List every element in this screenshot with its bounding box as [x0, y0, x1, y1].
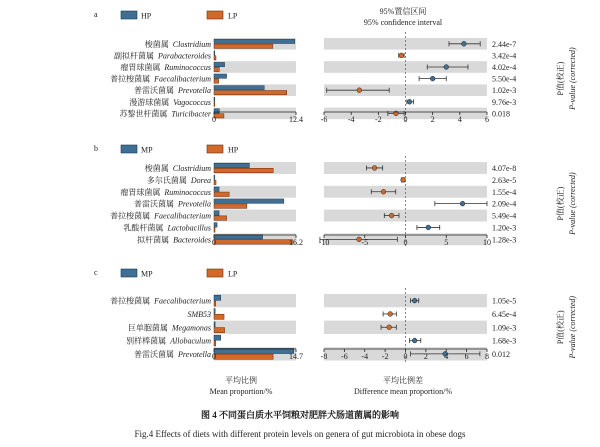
diff-tick-label: 10: [483, 238, 491, 247]
diff-point: [462, 41, 467, 46]
bar-hp: [214, 74, 227, 78]
panel-a: [94, 6, 577, 124]
pvalue: 1.28e-3: [492, 235, 517, 245]
bar-lp: [214, 328, 225, 333]
mean-axis-label-en: Mean proportion/%: [209, 387, 273, 396]
bar-hp: [214, 39, 295, 43]
category-label-cn: 梭菌属: [144, 163, 169, 173]
row-band-bar: [214, 294, 296, 307]
panel-letter: c: [94, 268, 98, 277]
diff-tick-label: 0: [403, 115, 408, 124]
bar-hp: [214, 240, 292, 244]
panels: [94, 6, 577, 363]
bar-lp: [214, 44, 273, 48]
diff-point: [381, 189, 386, 194]
category-label-cn: 普拉梭菌属: [110, 74, 151, 84]
legend-label-1: MP: [141, 145, 153, 155]
category-label-cn: 梭菌属: [144, 39, 169, 49]
legend-label-2: HP: [228, 145, 239, 155]
ci-title-cn: 95%置信区间: [379, 7, 427, 16]
bar-hp: [214, 180, 216, 184]
bar-hp: [214, 97, 215, 101]
bar-lp: [214, 341, 216, 346]
category-label-en: Vagococcus: [173, 97, 211, 107]
diff-point: [426, 225, 431, 230]
category-label-cn: 多尔氏菌属: [146, 175, 187, 185]
bar-tick-label: 0: [212, 352, 216, 361]
bar-tick-label: 12.4: [289, 115, 303, 124]
pvalue: 4.02e-4: [492, 63, 517, 72]
bar-hp: [214, 86, 264, 90]
category-label-en: Clostridium: [172, 163, 211, 173]
bar-hp: [214, 192, 229, 196]
pvalue: 1.55e-4: [492, 187, 517, 197]
diff-point: [372, 166, 377, 171]
category-label-en: Turicibacter: [171, 109, 211, 119]
legend-swatch-1: [121, 269, 137, 277]
diff-tick-label: 5: [444, 238, 449, 247]
diff-point: [407, 99, 412, 104]
category-label-cn: 瘤胃球菌属: [120, 63, 161, 72]
panel-c: [94, 268, 577, 363]
bar-lp: [214, 56, 216, 60]
row-band-diff: [324, 321, 487, 334]
legend-label-1: HP: [141, 11, 152, 21]
panel-letter: b: [94, 144, 98, 153]
pvalue-axis-title-cn: P值(校正): [556, 61, 565, 96]
category-label-cn: 苏黎世杆菌属: [119, 109, 168, 119]
category-label-en: Faecalibacterium: [154, 74, 211, 84]
category-label-en: Ruminococcus: [164, 63, 211, 72]
bar-tick-label: 0: [212, 238, 216, 247]
bar-lp: [214, 314, 224, 319]
diff-tick-label: 6: [464, 352, 469, 361]
diff-point: [444, 65, 449, 70]
diff-point: [389, 213, 394, 218]
pvalue-axis-title-cn: P值(校正): [556, 186, 565, 221]
diff-tick-label: -6: [341, 352, 348, 361]
diff-point: [357, 88, 362, 93]
bar-hp: [214, 204, 247, 208]
legend-swatch-1: [121, 11, 137, 19]
pvalue-axis-title-en: P-value (corrected): [568, 172, 577, 235]
bar-hp: [214, 109, 219, 113]
legend-label-1: MP: [141, 269, 153, 279]
category-label-en: SMB53: [187, 309, 211, 319]
category-label-cn: 瘤胃球菌属: [120, 187, 161, 197]
category-label-en: Lactobacillus: [167, 223, 211, 233]
diff-tick-label: -6: [320, 115, 328, 124]
row-band-bar: [214, 61, 296, 73]
category-label-en: Megamonas: [171, 323, 211, 333]
bar-lp: [214, 354, 273, 359]
pvalue-axis-title-en: P-value (corrected): [568, 295, 577, 359]
diff-point: [460, 201, 465, 206]
pvalue: 1.20e-3: [492, 223, 517, 233]
category-label-cn: 别样棒菌属: [126, 336, 167, 346]
pvalue: 2.63e-5: [492, 175, 517, 185]
pvalue: 5.50e-4: [492, 74, 517, 84]
category-label-cn: 漫游球菌属: [129, 97, 170, 107]
category-label-cn: 普拉梭菌属: [110, 296, 151, 306]
bar-lp: [214, 79, 219, 83]
pvalue: 2.44e-7: [492, 39, 517, 49]
legend-swatch-1: [121, 145, 137, 153]
category-label-en: Prevotella: [177, 199, 211, 209]
pvalue: 3.42e-4: [492, 51, 517, 61]
pvalue: 0.018: [492, 109, 510, 119]
category-label-cn: 副拟杆菌属: [113, 51, 154, 61]
bar-hp: [214, 168, 273, 172]
pvalue-axis-title: [555, 296, 577, 360]
category-label-en: Ruminococcus: [164, 187, 211, 197]
bar-lp: [214, 301, 216, 306]
panel-letter: a: [94, 10, 98, 19]
row-band-diff: [324, 210, 487, 222]
pvalue: 1.09e-3: [492, 323, 517, 333]
bar-mp: [214, 295, 221, 300]
bar-mp: [214, 187, 219, 191]
pvalue: 4.07e-8: [492, 163, 517, 173]
diff-tick-label: -2: [381, 352, 389, 361]
category-label-en: Prevotella: [177, 86, 211, 96]
bar-mp: [214, 335, 221, 340]
diff-tick-label: 0: [403, 352, 408, 361]
row-band-diff: [324, 186, 487, 198]
diff-point: [399, 53, 404, 58]
bar-mp: [214, 309, 215, 314]
category-label-en: Faecalibacterium: [154, 211, 211, 221]
category-label-cn: 拟杆菌属: [137, 235, 170, 245]
panel-b: [94, 144, 577, 247]
pvalue-axis-title-en: P-value (corrected): [568, 47, 577, 110]
pvalue-axis-title-cn: P值(校正): [556, 310, 565, 345]
bar-lp: [214, 91, 287, 95]
pvalue: 1.02e-3: [492, 86, 517, 96]
figure-caption-en: Fig.4 Effects of diets with different protein levels on genera of gut microbiota in obese dogs: [134, 429, 466, 439]
bar-lp: [214, 67, 219, 71]
diff-tick-label: -10: [318, 238, 330, 247]
category-label-cn: 普雷沃菌属: [133, 349, 174, 359]
figure-caption-cn: 图 4 不同蛋白质水平饲粮对肥胖犬肠道菌属的影响: [200, 410, 400, 420]
diff-tick-label: 0: [403, 238, 408, 247]
pvalue: 1.68e-3: [492, 336, 517, 346]
legend-label-2: LP: [228, 269, 238, 279]
category-label-cn: 巨单胞菌属: [127, 323, 168, 333]
bar-tick-label: 14.7: [289, 352, 303, 361]
diff-point: [401, 177, 406, 182]
bar-mp: [214, 163, 249, 167]
category-label-cn: 普雷沃菌属: [133, 199, 174, 209]
pvalue: 5.49e-4: [492, 211, 517, 221]
diff-tick-label: -2: [374, 115, 382, 124]
pvalue: 1.05e-5: [492, 296, 517, 306]
pvalue: 2.09e-4: [492, 199, 517, 209]
legend-swatch-2: [207, 145, 223, 153]
category-label-cn: 普雷沃菌属: [133, 86, 174, 96]
diff-tick-label: 6: [485, 115, 489, 124]
diff-tick-label: -4: [361, 352, 369, 361]
legend-label-2: LP: [228, 11, 238, 21]
diff-tick-label: 2: [423, 352, 428, 361]
pvalue-axis-title: [555, 47, 577, 111]
diff-axis-label-en: Difference mean proportion/%: [353, 387, 453, 396]
diff-tick-label: 4: [444, 352, 449, 361]
bar-tick-label: 0: [212, 115, 216, 124]
diff-point: [412, 338, 417, 343]
bar-hp: [214, 228, 215, 232]
bar-mp: [214, 223, 217, 227]
diff-point: [388, 312, 393, 317]
legend-swatch-2: [207, 11, 223, 19]
bar-hp: [214, 62, 225, 66]
pvalue: 6.45e-4: [492, 309, 517, 319]
pvalue: 0.012: [492, 349, 510, 359]
bar-mp: [214, 199, 284, 203]
legend-swatch-2: [207, 269, 223, 277]
row-band-bar: [214, 108, 296, 120]
category-label-en: Allobaculum: [170, 336, 211, 346]
diff-axis-label-cn: 平均比例差: [383, 376, 423, 385]
bar-mp: [214, 211, 219, 215]
category-label-en: Clostridium: [172, 39, 211, 49]
bar-hp: [214, 216, 227, 220]
pvalue-axis-title: [555, 172, 577, 236]
diff-tick-label: 4: [457, 115, 462, 124]
category-label-en: Bacteroides: [173, 235, 211, 245]
row-band-bar: [214, 321, 296, 334]
diff-tick-label: -8: [320, 352, 328, 361]
pvalue: 9.76e-3: [492, 97, 517, 107]
category-label-en: Dorea: [190, 175, 211, 185]
diff-tick-label: -4: [347, 115, 355, 124]
bar-hp: [214, 51, 215, 55]
diff-point: [412, 298, 417, 303]
category-label-en: Faecalibacterium: [154, 296, 211, 306]
diff-point: [430, 76, 435, 81]
bar-mp: [214, 322, 215, 327]
category-label-en: Prevotella: [177, 349, 211, 359]
bar-tick-label: 16.2: [289, 238, 303, 247]
ci-title-en: 95% confidence interval: [363, 18, 443, 27]
category-label-cn: 乳酸杆菌属: [123, 223, 164, 233]
diff-tick-label: 2: [430, 115, 435, 124]
category-label-en: Parabacteroides: [157, 51, 211, 61]
mean-axis-label-cn: 平均比例: [225, 376, 257, 385]
bar-lp: [214, 102, 215, 106]
diff-point: [387, 325, 392, 330]
diff-tick-label: -5: [361, 238, 369, 247]
category-label-cn: 普拉梭菌属: [110, 211, 151, 221]
bar-mp: [214, 175, 215, 179]
diff-tick-label: 8: [485, 352, 489, 361]
